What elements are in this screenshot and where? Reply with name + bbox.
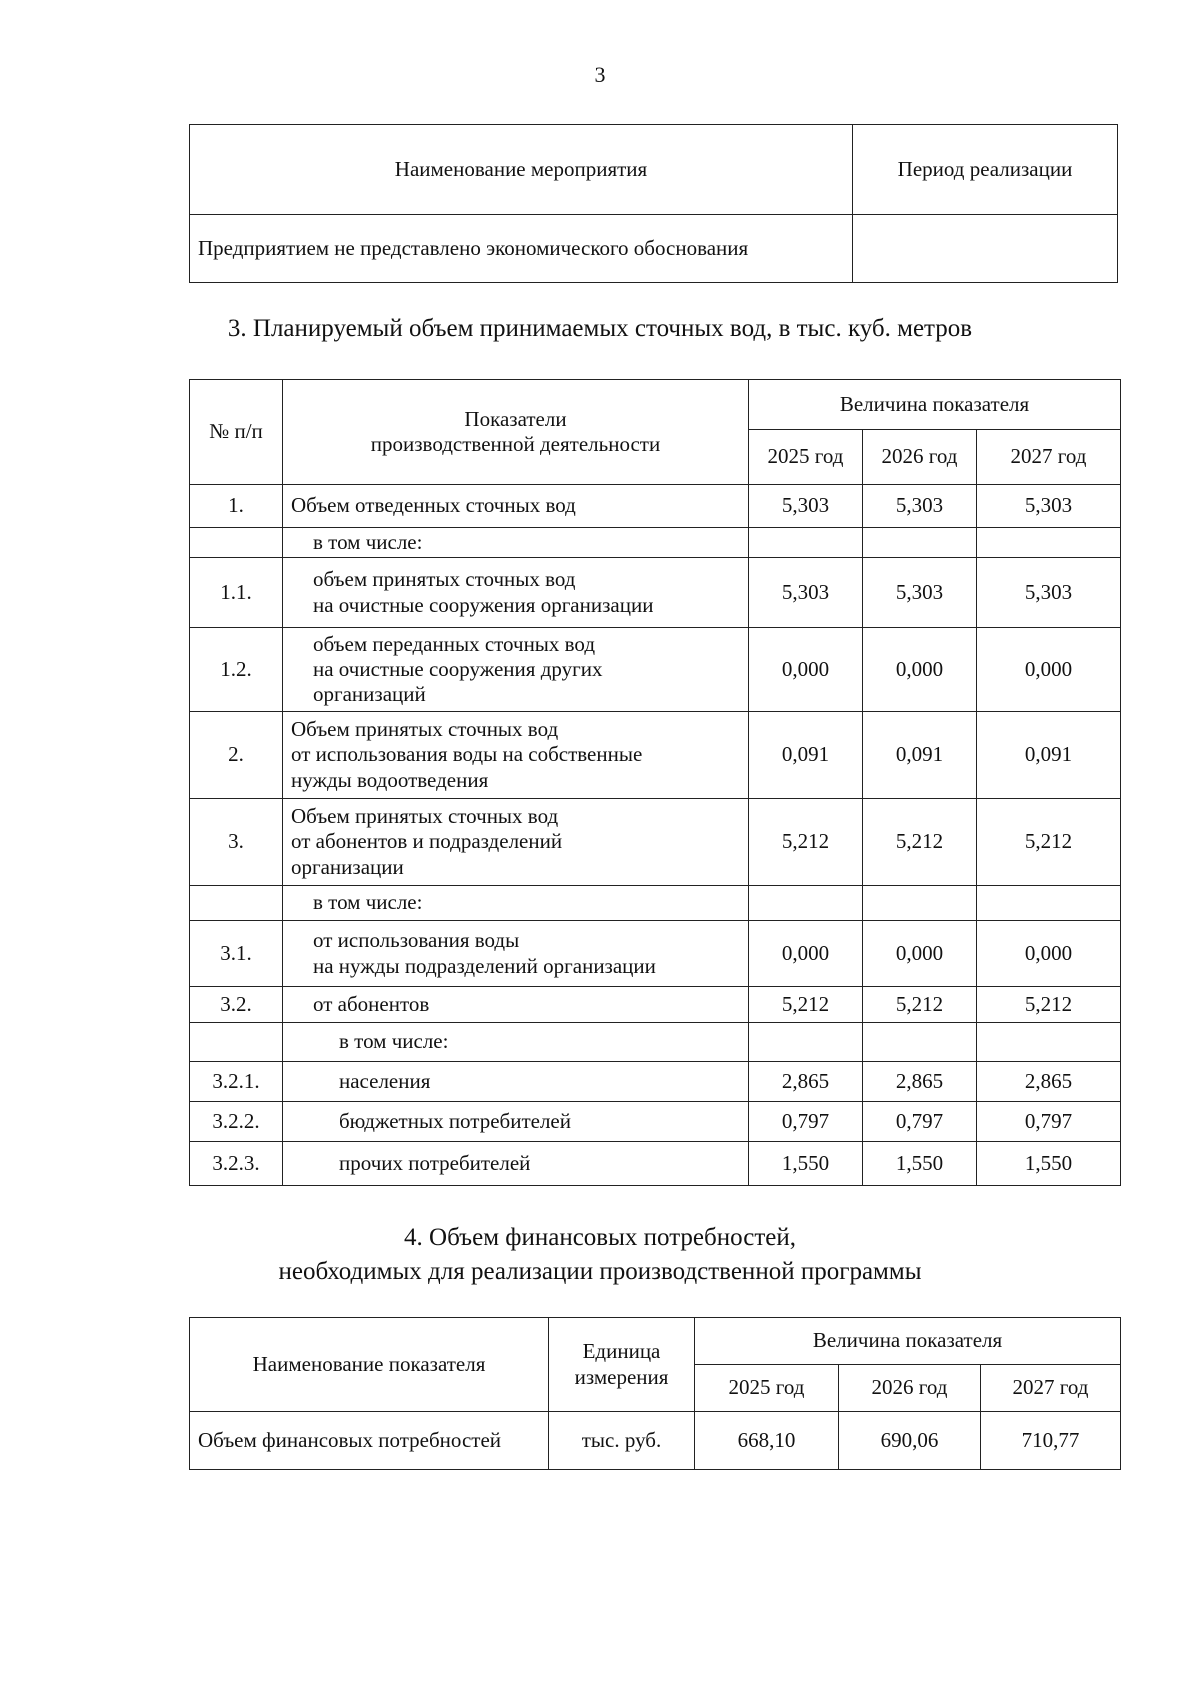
value-2025: 0,000: [749, 921, 863, 987]
row-num: [190, 1023, 283, 1062]
row-num: [190, 528, 283, 558]
value-header: Величина показателя: [695, 1318, 1121, 1365]
row-label-line: Объем принятых сточных вод: [291, 804, 559, 829]
value-2026: 0,000: [863, 628, 977, 712]
value-2027: 5,212: [977, 799, 1121, 886]
row-label: [283, 1142, 749, 1186]
row-num: 1.: [190, 485, 283, 528]
table-row: [190, 1062, 1121, 1102]
activity-period-header: Период реализации: [853, 125, 1118, 215]
value-2027: 0,797: [977, 1102, 1121, 1142]
value-2026: 5,212: [863, 799, 977, 886]
row-label-line: прочих потребителей: [339, 1150, 531, 1175]
row-label-line: в том числе:: [313, 529, 423, 554]
row-label-line: нужды водоотведения: [291, 767, 489, 792]
row-num: 3.2.1.: [190, 1062, 283, 1102]
row-label-line: от использования воды: [313, 928, 520, 953]
value-2025: [749, 1023, 863, 1062]
row-label-line: объем переданных сточных вод: [313, 631, 596, 656]
value-2027: 0,000: [977, 628, 1121, 712]
year-2026-header: 2026 год: [839, 1365, 981, 1412]
row-num: 3.2.3.: [190, 1142, 283, 1186]
activity-period-cell: [853, 215, 1118, 283]
row-num: 1.2.: [190, 628, 283, 712]
unit-cell: тыс. руб.: [549, 1412, 695, 1470]
activity-name-cell: Предприятием не представлено экономического обоснования: [190, 215, 853, 283]
value-2027: [977, 886, 1121, 921]
table-row: [190, 799, 1121, 886]
value-2027: 0,091: [977, 712, 1121, 799]
value-2025: [749, 528, 863, 558]
value-2026: 0,797: [863, 1102, 977, 1142]
unit-header: [549, 1318, 695, 1412]
value-2025: 1,550: [749, 1142, 863, 1186]
row-label-line: бюджетных потребителей: [339, 1108, 571, 1133]
value-2027: [977, 1023, 1121, 1062]
section-4-title-line1: 4. Объем финансовых потребностей,: [404, 1224, 796, 1251]
row-label-line: на нужды подразделений организации: [313, 953, 656, 978]
value-2025: 5,212: [749, 799, 863, 886]
value-2026: [863, 1023, 977, 1062]
table-row: [190, 558, 1121, 628]
row-num: 3.: [190, 799, 283, 886]
year-2027-header: 2027 год: [981, 1365, 1121, 1412]
row-num: 2.: [190, 712, 283, 799]
activities-table: [189, 124, 1118, 283]
row-label-line: от абонентов: [313, 991, 430, 1016]
value-2027: [977, 528, 1121, 558]
table-row: [190, 1102, 1121, 1142]
row-label-line: объем принятых сточных вод: [313, 567, 576, 592]
section-4-title: [0, 1221, 1200, 1289]
value-2025: 5,303: [749, 558, 863, 628]
value-2026: 5,303: [863, 558, 977, 628]
row-label: [283, 1023, 749, 1062]
value-2026: 1,550: [863, 1142, 977, 1186]
row-label-line: на очистные сооружения организации: [313, 592, 654, 617]
year-2025-header: 2025 год: [749, 430, 863, 485]
row-num: 3.1.: [190, 921, 283, 987]
row-label: [283, 1102, 749, 1142]
table-row: [190, 921, 1121, 987]
value-2026: 0,091: [863, 712, 977, 799]
table-row: [190, 528, 1121, 558]
wastewater-volume-table: [189, 379, 1121, 1186]
unit-header-line1: Единица: [582, 1339, 661, 1364]
row-label: [283, 628, 749, 712]
value-2026: 2,865: [863, 1062, 977, 1102]
table-row: [190, 987, 1121, 1023]
value-2027: 0,000: [977, 921, 1121, 987]
value-2025: 5,303: [749, 485, 863, 528]
value-2026: 5,303: [863, 485, 977, 528]
year-2025-header: 2025 год: [695, 1365, 839, 1412]
row-label-line: в том числе:: [339, 1029, 449, 1054]
financial-needs-table: [189, 1317, 1121, 1470]
row-label: [283, 558, 749, 628]
value-2025: 668,10: [695, 1412, 839, 1470]
unit-header-line2: измерения: [574, 1364, 669, 1389]
table-row: [190, 886, 1121, 921]
value-2025: 0,000: [749, 628, 863, 712]
value-2025: 0,091: [749, 712, 863, 799]
year-2026-header: 2026 год: [863, 430, 977, 485]
row-num: [190, 886, 283, 921]
row-label-line: от использования воды на собственные: [291, 742, 643, 767]
row-num: 1.1.: [190, 558, 283, 628]
section-3-title: 3. Планируемый объем принимаемых сточных вод, в тыс. куб. метров: [227, 315, 973, 342]
value-2025: 5,212: [749, 987, 863, 1023]
row-num: 3.2.: [190, 987, 283, 1023]
value-2027: 5,212: [977, 987, 1121, 1023]
section-4-title-line2: необходимых для реализации производственной программы: [278, 1257, 922, 1285]
activity-name-header: Наименование мероприятия: [190, 125, 853, 215]
table-row: [190, 1142, 1121, 1186]
row-label-line: организаций: [313, 682, 426, 707]
value-header: Величина показателя: [749, 380, 1121, 430]
row-label: [283, 1062, 749, 1102]
row-label-line: от абонентов и подразделений: [291, 829, 563, 854]
page-number: 3: [594, 62, 606, 87]
value-2027: 5,303: [977, 485, 1121, 528]
table-row: [190, 1412, 1121, 1470]
row-label: [283, 712, 749, 799]
indicator-name-cell: Объем финансовых потребностей: [190, 1412, 549, 1470]
row-label-line: организации: [291, 854, 404, 879]
value-2026: 690,06: [839, 1412, 981, 1470]
row-num: 3.2.2.: [190, 1102, 283, 1142]
value-2027: 2,865: [977, 1062, 1121, 1102]
row-label-line: на очистные сооружения других: [313, 656, 603, 681]
indicators-header: [283, 380, 749, 485]
value-2026: 0,000: [863, 921, 977, 987]
row-label-line: в том числе:: [313, 890, 423, 915]
value-2027: 710,77: [981, 1412, 1121, 1470]
num-header: № п/п: [190, 380, 283, 485]
row-label-line: Объем отведенных сточных вод: [291, 493, 576, 518]
table-row: [190, 628, 1121, 712]
value-2025: [749, 886, 863, 921]
row-label-line: Объем принятых сточных вод: [291, 717, 559, 742]
row-label: [283, 921, 749, 987]
table-row: [190, 1023, 1121, 1062]
value-2026: [863, 886, 977, 921]
value-2025: 2,865: [749, 1062, 863, 1102]
value-2026: [863, 528, 977, 558]
row-label-line: населения: [339, 1068, 431, 1093]
row-label: [283, 886, 749, 921]
row-label: [283, 485, 749, 528]
indicators-header-line1: Показатели: [464, 406, 567, 431]
row-label: [283, 528, 749, 558]
row-label: [283, 799, 749, 886]
value-2025: 0,797: [749, 1102, 863, 1142]
indicators-header-line2: производственной деятельности: [370, 432, 661, 456]
indicator-name-header: Наименование показателя: [190, 1318, 549, 1412]
table-row: [190, 485, 1121, 528]
year-2027-header: 2027 год: [977, 430, 1121, 485]
table-row: [190, 712, 1121, 799]
row-label: [283, 987, 749, 1023]
value-2027: 5,303: [977, 558, 1121, 628]
value-2026: 5,212: [863, 987, 977, 1023]
value-2027: 1,550: [977, 1142, 1121, 1186]
